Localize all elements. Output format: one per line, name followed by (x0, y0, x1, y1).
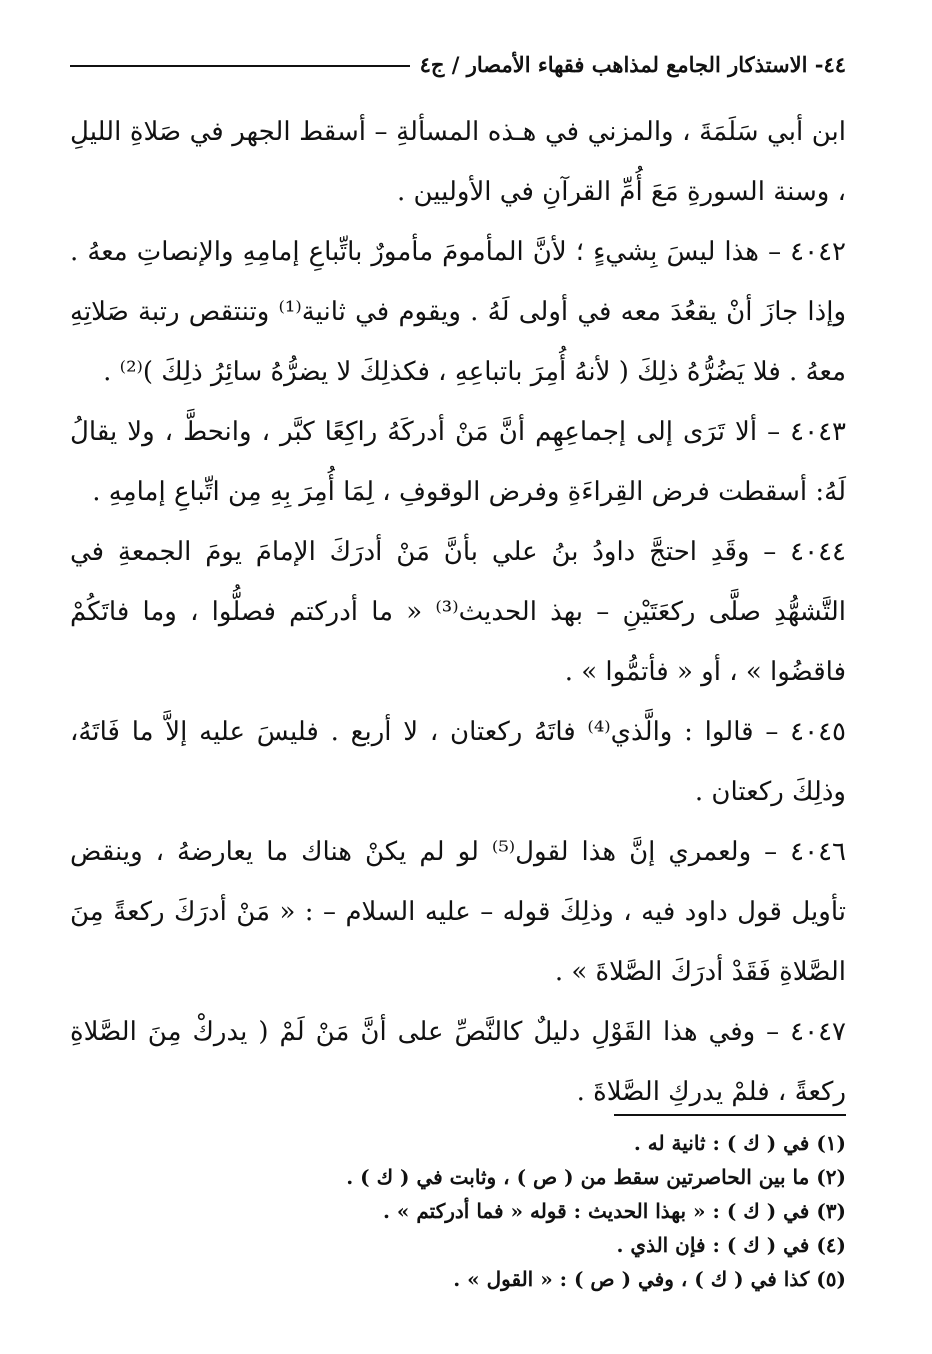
paragraph (70, 822, 846, 1002)
paragraph-text: – وفي هذا القَوْلِ دليلٌ كالنَّصِّ على أنَّ مَنْ لَمْ ( يدركْ مِنَ الصَّلاةِ ركعةً ، فلمْ يدركِ الصَّلاةَ . (70, 1017, 846, 1107)
paragraph (70, 402, 846, 522)
main-text (70, 102, 846, 1122)
paragraph-text: – ألا تَرَى إلى إجماعِهِم أنَّ مَنْ أدركَهُ راكِعًا كبَّر ، وانحطَّ ، ولا يقالُ لَهُ: أسقطت فرض القِراءَةِ وفرض الوقوفِ ، لِمَا أُمِرَ بِهِ مِن اتِّباعِ إمامِهِ . (70, 417, 846, 507)
footnote: (٣) في ( ك ) : « بهذا الحديث : قوله « فما أدركتم » . (382, 1199, 846, 1223)
footnote: (٤) في ( ك ) : فإن الذي . (616, 1233, 846, 1257)
running-header (70, 44, 846, 84)
paragraph-number: ٤٠٤٦ (790, 837, 846, 867)
running-title: ٤٤- الاستذكار الجامع لمذاهب فقهاء الأمصار / ج٤ (419, 51, 846, 77)
footnote: (٥) كذا في ( ك ) ، وفي ( ص ) : « القول » . (453, 1267, 846, 1291)
footnotes (70, 1126, 846, 1296)
paragraph (70, 222, 846, 402)
paragraph-text: ابن أبي سَلَمَةَ ، والمزني في هـذه المسألةِ – أسقط الجهر في صَلاةِ الليلِ ، وسنة السورةِ مَعَ أُمِّ القرآنِ في الأوليين . (70, 117, 846, 207)
paragraph-number: ٤٠٤٣ (790, 417, 847, 447)
paragraph (70, 702, 846, 822)
paragraph-number: ٤٠٤٢ (790, 237, 846, 267)
paragraph (70, 522, 846, 702)
paragraph-number: ٤٠٤٤ (790, 537, 846, 567)
paragraph-text: – ولعمري إنَّ هذا لقول⁽⁵⁾ لو لم يكنْ هناك ما يعارضهُ ، وينقض تأويل قول داود فيه ، وذلِكَ قوله – عليه السلام – : « مَنْ أدرَكَ ركعةً مِنَ الصَّلاةِ فَقَدْ أدرَكَ الصَّلاةَ » . (70, 837, 846, 987)
paragraph-text: – وقَدِ احتجَّ داودُ بنُ علي بأنَّ مَنْ أدرَكَ الإمامَ يومَ الجمعةِ في التَّشهُّدِ صلَّى ركعَتَيْنِ – بهذ الحديث⁽³⁾ « ما أدركتم فصلُّوا ، وما فاتَكُمْ فاقضُوا » ، أو « فأتمُّوا » . (70, 537, 846, 687)
footnote: (٢) ما بين الحاصرتين سقط من ( ص ) ، وثابت في ( ك ) . (346, 1165, 846, 1189)
paragraph (70, 1002, 846, 1122)
footnote-separator (614, 1114, 846, 1116)
paragraph-number: ٤٠٤٧ (790, 1017, 846, 1047)
footnote: (١) في ( ك ) : ثانية له . (633, 1131, 846, 1155)
paragraph-number: ٤٠٤٥ (790, 717, 846, 747)
paragraph-text: – قالوا : والَّذي⁽⁴⁾ فاتَهُ ركعتان ، لا أربع . فليسَ عليه إلاَّ ما فَاتَهُ، وذلِكَ ركعتان . (70, 717, 846, 807)
paragraph (70, 102, 846, 222)
paragraph-text: – هذا ليسَ بِشيءٍ ؛ لأنَّ المأمومَ مأمورٌ باتِّباعِ إمامِهِ والإنصاتِ معهُ . وإذا جازَ أنْ يقعُدَ معه في أولى لَهُ . ويقوم في ثانية⁽¹⁾ وتنتقص رتبة صَلاتِهِ معهُ . فلا يَضُرُّهُ ذلِكَ ( لأنهُ أُمِرَ باتباعِهِ ، فكذلِكَ لا يضرُّهُ سائِرُ ذلِكَ )⁽²⁾ . (70, 237, 846, 387)
header-rule (70, 65, 410, 67)
